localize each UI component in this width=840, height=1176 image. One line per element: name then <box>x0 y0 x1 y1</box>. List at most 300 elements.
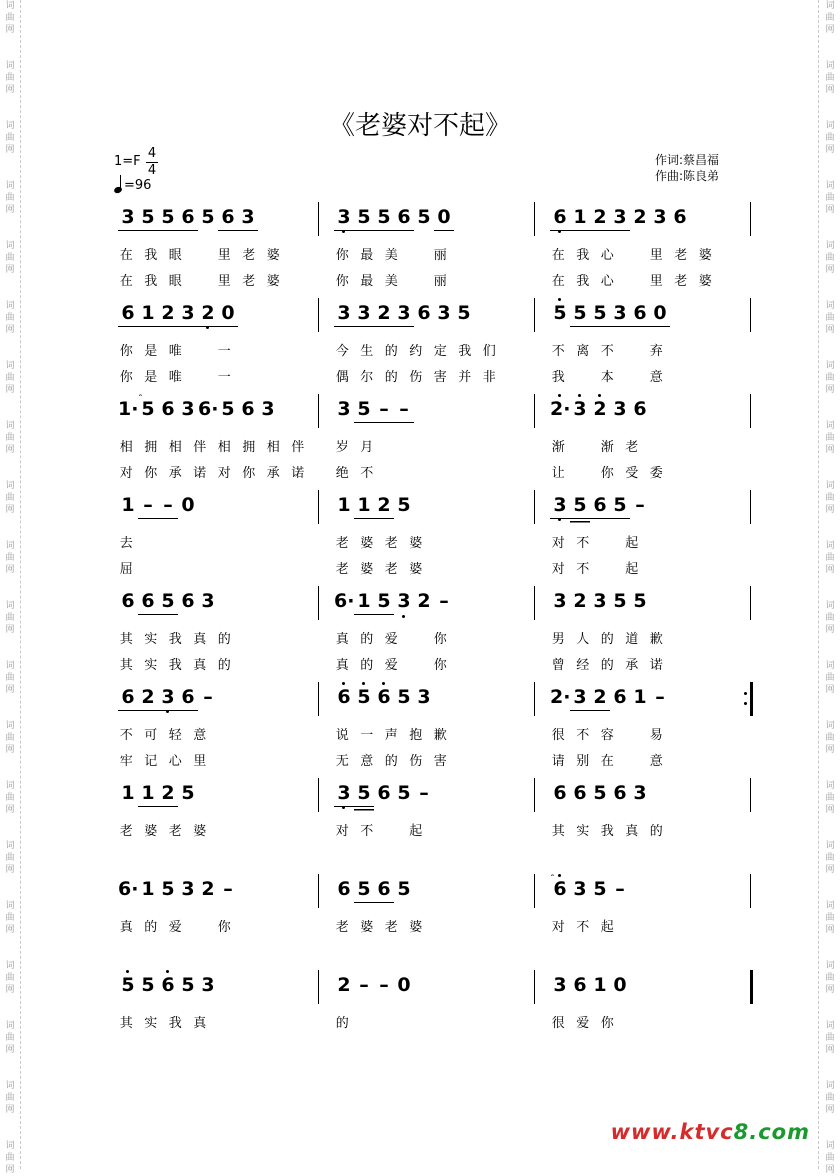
watermark-char: 网 <box>5 265 15 275</box>
watermark-mark <box>3 720 17 756</box>
watermark-char: 词 <box>825 661 835 671</box>
note-text: 3 <box>201 974 215 996</box>
note <box>354 588 374 615</box>
note <box>374 204 394 231</box>
bar-line <box>534 874 535 908</box>
measure <box>550 492 650 524</box>
lyric-char: 相 <box>266 440 280 455</box>
watermark-mark <box>3 1080 17 1116</box>
note <box>138 876 158 902</box>
note <box>158 588 178 615</box>
note <box>374 300 394 327</box>
lyric-char: 偶 <box>335 370 349 385</box>
lyric-char: 你 <box>433 632 447 647</box>
lyric-char: 意 <box>649 370 663 385</box>
measure <box>118 588 218 620</box>
note-text: 3 <box>553 590 567 612</box>
measure <box>334 300 474 332</box>
measure-notes <box>334 396 414 423</box>
bar-line <box>750 298 751 332</box>
watermark-char: 网 <box>5 205 15 215</box>
watermark-char: 词 <box>5 61 15 71</box>
bar-line <box>750 586 751 620</box>
bar-line <box>534 394 535 428</box>
lyrics-verse-1 <box>546 340 693 359</box>
note <box>414 780 434 807</box>
note-text: 6 <box>377 686 391 708</box>
lyric-char <box>379 436 404 455</box>
note <box>590 684 610 711</box>
lyrics-verse-2 <box>114 558 212 577</box>
watermark-char: 网 <box>5 625 15 635</box>
watermark-mark <box>823 420 837 456</box>
lyric-char <box>188 340 213 359</box>
lyric-char: 在 <box>119 248 133 263</box>
lyric-char: 牢 <box>119 754 133 769</box>
watermark-char: 网 <box>5 145 15 155</box>
lyric-char: 一 <box>360 728 374 743</box>
measure <box>118 972 218 1004</box>
watermark-char: 曲 <box>825 373 835 383</box>
note-text: 5 <box>181 974 195 996</box>
lyric-char: 承 <box>168 466 182 481</box>
note <box>394 876 414 903</box>
measure <box>550 780 650 812</box>
note <box>158 684 178 711</box>
note-text: 2 <box>377 302 391 324</box>
lyric-char: 我 <box>144 274 158 289</box>
note-text: 3 <box>337 398 351 420</box>
note-text: 3 <box>593 590 607 612</box>
lyric-char: 道 <box>625 632 639 647</box>
note-text: 1 <box>357 494 371 516</box>
note <box>374 588 394 615</box>
watermark-char: 词 <box>5 481 15 491</box>
lyric-char: 意 <box>649 754 663 769</box>
measure <box>334 780 434 812</box>
bar-line <box>534 778 535 812</box>
measure-notes <box>550 876 630 902</box>
lyric-char: 起 <box>600 920 614 935</box>
note <box>570 684 590 711</box>
lyric-char: 人 <box>576 632 590 647</box>
lyric-char: 里 <box>217 274 231 289</box>
note-text: 5 <box>553 302 567 324</box>
watermark-mark <box>3 360 17 396</box>
lyric-char: 伤 <box>409 754 423 769</box>
note <box>570 300 590 327</box>
watermark-mark <box>823 540 837 576</box>
watermark-char: 词 <box>5 901 15 911</box>
note-text: 6 <box>593 494 607 516</box>
lyric-char: 在 <box>600 754 614 769</box>
note-text: – <box>615 878 625 900</box>
watermark-mark <box>823 780 837 816</box>
note <box>354 972 374 998</box>
watermark-char: 词 <box>825 1021 835 1031</box>
watermark-char: 网 <box>825 145 835 155</box>
measure <box>550 204 690 236</box>
note-text: 1 <box>337 494 351 516</box>
watermark-char: 网 <box>825 565 835 575</box>
lyric-char: 无 <box>335 754 349 769</box>
lyric-char: 我 <box>458 344 472 359</box>
note <box>334 684 354 710</box>
note-text: 3 <box>437 302 451 324</box>
note <box>218 300 238 327</box>
note-text: 2 <box>593 398 607 420</box>
note-text: – <box>439 590 449 612</box>
watermark-char: 网 <box>825 625 835 635</box>
watermark-mark <box>3 300 17 336</box>
note-text: 1· <box>118 398 139 420</box>
watermark-char: 曲 <box>825 673 835 683</box>
note-text: – <box>223 878 233 900</box>
lyric-char: 本 <box>600 370 614 385</box>
lyric-char <box>188 366 213 385</box>
watermark-char: 网 <box>5 805 15 815</box>
watermark-char: 词 <box>5 1021 15 1031</box>
lyric-char: 眼 <box>168 248 182 263</box>
note <box>158 396 178 422</box>
lyric-char: 非 <box>482 370 496 385</box>
lyric-char: 其 <box>119 1016 133 1031</box>
lyrics-verse-2 <box>114 462 310 481</box>
watermark-char: 网 <box>825 385 835 395</box>
lyrics-verse-2 <box>546 366 693 385</box>
lyric-char: 真 <box>625 824 639 839</box>
watermark-mark <box>823 960 837 996</box>
lyric-char: 意 <box>360 754 374 769</box>
note-text: 2· <box>550 686 571 708</box>
measure-notes <box>550 684 670 711</box>
watermark-char: 网 <box>825 805 835 815</box>
note <box>334 204 354 231</box>
note <box>550 972 570 998</box>
measure-notes <box>550 300 670 327</box>
note-text: 6 <box>241 398 255 420</box>
watermark-char: 曲 <box>825 1033 835 1043</box>
lyrics-verse-1 <box>114 1012 237 1031</box>
watermark-char: 曲 <box>5 493 15 503</box>
note-text: 5 <box>593 878 607 900</box>
watermark-char: 网 <box>5 25 15 35</box>
measure-notes <box>118 684 218 711</box>
watermark-char: 曲 <box>825 733 835 743</box>
note-text: 3 <box>553 494 567 516</box>
watermark-char: 曲 <box>5 613 15 623</box>
lyric-char: 我 <box>576 248 590 263</box>
lyric-char: 婆 <box>409 920 423 935</box>
note <box>138 300 158 327</box>
watermark-char: 词 <box>825 121 835 131</box>
lyric-char: 岁 <box>335 440 349 455</box>
watermark-char: 词 <box>5 1 15 11</box>
lyric-char: 我 <box>168 658 182 673</box>
lyric-char: 老 <box>384 562 398 577</box>
lyric-char: 起 <box>625 562 639 577</box>
lyric-char: 不 <box>576 562 590 577</box>
watermark-mark <box>823 0 837 36</box>
watermark-mark <box>823 180 837 216</box>
lyric-char: 不 <box>360 824 374 839</box>
lyric-char: 我 <box>576 274 590 289</box>
watermark-mark <box>3 780 17 816</box>
lyric-char: 对 <box>217 466 231 481</box>
lyric-char: 们 <box>482 344 496 359</box>
note-text: – <box>379 398 389 420</box>
note <box>590 204 610 231</box>
lyric-char: 抱 <box>409 728 423 743</box>
note <box>354 780 374 807</box>
lyric-char: 诺 <box>649 658 663 673</box>
note-text: 2 <box>417 590 431 612</box>
note <box>334 972 354 998</box>
note-text: 3 <box>573 686 587 708</box>
note <box>334 876 354 903</box>
note <box>630 684 650 711</box>
watermark-char: 网 <box>825 1105 835 1115</box>
note <box>138 492 158 519</box>
lyric-char: 一 <box>217 370 231 385</box>
measure <box>118 204 258 236</box>
lyric-char <box>571 366 596 385</box>
lyric-char: 我 <box>551 370 565 385</box>
note <box>434 300 454 327</box>
lyric-char <box>620 340 645 359</box>
lyric-char: 记 <box>144 754 158 769</box>
note <box>178 876 198 902</box>
note <box>394 204 414 231</box>
lyric-char: 起 <box>409 824 423 839</box>
lyrics-verse-1 <box>114 724 237 743</box>
watermark-mark <box>3 900 17 936</box>
note-text: 6 <box>573 974 587 996</box>
note <box>650 300 670 327</box>
note-text: 6 <box>673 206 687 228</box>
watermark-char: 曲 <box>5 673 15 683</box>
lyrics-verse-1 <box>330 244 477 263</box>
lyric-char: 男 <box>551 632 565 647</box>
note-text: 5 <box>161 206 175 228</box>
watermark-char: 词 <box>825 1 835 11</box>
lyrics-verse-1 <box>546 628 669 647</box>
lyrics-verse-1 <box>330 916 428 935</box>
note-text: – <box>419 782 429 804</box>
lyric-char: 委 <box>649 466 663 481</box>
measure-notes <box>550 588 650 614</box>
watermark-char: 网 <box>825 1165 835 1175</box>
note <box>434 588 454 615</box>
note <box>334 492 354 519</box>
note-text: 1 <box>141 302 155 324</box>
lyric-char: 今 <box>335 344 349 359</box>
lyric-char: 对 <box>119 466 133 481</box>
lyric-char: 老 <box>674 274 688 289</box>
note-text: 2 <box>201 878 215 900</box>
note-text: 6 <box>573 782 587 804</box>
note <box>590 876 610 902</box>
lyric-char: 里 <box>649 274 663 289</box>
lyric-char: 老 <box>242 274 256 289</box>
note <box>198 684 218 711</box>
note-text: 0 <box>653 302 667 324</box>
lyrics-verse-2 <box>114 654 237 673</box>
watermark-char: 词 <box>825 901 835 911</box>
note-text: 0 <box>397 974 411 996</box>
lyric-char: 承 <box>266 466 280 481</box>
note <box>118 492 138 519</box>
watermark-char: 词 <box>825 1141 835 1151</box>
note-text: 6 <box>181 206 195 228</box>
watermark-char: 网 <box>5 985 15 995</box>
note <box>334 588 354 615</box>
note-text: 5 <box>357 686 371 708</box>
note <box>178 204 198 231</box>
lyric-char: 你 <box>217 920 231 935</box>
measure-notes <box>334 492 414 519</box>
note <box>670 204 690 231</box>
watermark-mark <box>823 660 837 696</box>
note <box>158 780 178 807</box>
note <box>610 972 630 998</box>
right-border-line <box>818 0 819 1169</box>
lyric-char <box>404 1012 429 1031</box>
note <box>550 492 570 519</box>
watermark-char: 曲 <box>825 73 835 83</box>
watermark-char: 曲 <box>5 253 15 263</box>
note <box>394 396 414 423</box>
note-text: 3 <box>553 974 567 996</box>
lyric-char: 让 <box>551 466 565 481</box>
note-text: 6 <box>553 782 567 804</box>
note <box>238 204 258 231</box>
lyrics-verse-1 <box>330 340 502 359</box>
note <box>590 492 610 519</box>
note <box>630 204 650 231</box>
lyric-char: 里 <box>649 248 663 263</box>
lyric-char: 起 <box>625 536 639 551</box>
note <box>590 300 610 327</box>
bar-line <box>318 874 319 908</box>
lyric-char: 歉 <box>649 632 663 647</box>
note-text: 6 <box>553 878 567 900</box>
note-text: 3 <box>241 206 255 228</box>
note <box>198 300 218 327</box>
note <box>334 396 354 423</box>
lyric-char: 不 <box>576 728 590 743</box>
note-text: 1 <box>141 878 155 900</box>
lyric-char <box>428 820 453 839</box>
bar-line <box>534 970 535 1004</box>
watermark-char: 曲 <box>825 313 835 323</box>
watermark-char: 曲 <box>5 553 15 563</box>
lyric-char: 渐 <box>551 440 565 455</box>
note-text: 3 <box>397 590 411 612</box>
lyrics-verse-2 <box>546 654 669 673</box>
watermark-mark <box>3 180 17 216</box>
site-logo <box>611 1120 810 1144</box>
lyric-char <box>571 436 596 455</box>
note-text: 5 <box>397 686 411 708</box>
lyric-char: 的 <box>335 1016 349 1031</box>
bar-line <box>318 682 319 716</box>
lyric-char <box>379 462 404 481</box>
lyric-char: 相 <box>168 440 182 455</box>
note-text: 6· <box>198 398 219 420</box>
watermark-char: 网 <box>5 445 15 455</box>
note-text: 2 <box>593 686 607 708</box>
lyrics-verse-1 <box>546 724 693 743</box>
lyric-char <box>669 366 694 385</box>
lyric-char: 不 <box>576 536 590 551</box>
lyric-char: 老 <box>384 920 398 935</box>
measure <box>334 492 414 524</box>
watermark-mark <box>3 960 17 996</box>
note-text: 6 <box>377 878 391 900</box>
note <box>138 684 158 711</box>
note <box>178 300 198 327</box>
note-text: 6 <box>221 206 235 228</box>
note <box>118 396 138 422</box>
note-text: 5 <box>141 206 155 228</box>
watermark-char: 曲 <box>5 373 15 383</box>
note-text: 3 <box>613 206 627 228</box>
watermark-mark <box>3 1140 17 1176</box>
watermark-mark <box>823 1140 837 1176</box>
note <box>354 876 374 903</box>
watermark-char: 曲 <box>5 793 15 803</box>
lyric-char <box>404 628 429 647</box>
lyrics-verse-2 <box>546 750 693 769</box>
lyric-char: 婆 <box>360 920 374 935</box>
lyrics-verse-2 <box>114 750 237 769</box>
lyric-char: 我 <box>600 824 614 839</box>
note-text: 0 <box>437 206 451 228</box>
note <box>198 972 218 998</box>
lyric-char <box>379 820 404 839</box>
note-text: 3 <box>337 782 351 804</box>
watermark-char: 曲 <box>5 13 15 23</box>
measure-notes <box>118 972 218 998</box>
lyrics-verse-1 <box>546 532 669 551</box>
watermark-char: 词 <box>5 721 15 731</box>
watermark-char: 曲 <box>5 193 15 203</box>
note <box>118 780 138 807</box>
note-text: 3 <box>181 302 195 324</box>
watermark-mark <box>823 900 837 936</box>
lyric-char <box>404 462 429 481</box>
note <box>610 492 630 519</box>
note-text: 6 <box>181 590 195 612</box>
bar-line <box>318 298 319 332</box>
watermark-char: 网 <box>825 445 835 455</box>
lyric-char: 最 <box>360 274 374 289</box>
note <box>550 300 570 327</box>
lyrics-verse-1 <box>114 916 261 935</box>
watermark-mark <box>3 420 17 456</box>
lyric-char: 爱 <box>384 632 398 647</box>
lyric-char: 婆 <box>360 536 374 551</box>
watermark-char: 曲 <box>5 973 15 983</box>
lyric-char <box>404 244 429 263</box>
note-text: 2· <box>550 398 571 420</box>
note <box>178 588 198 615</box>
lyric-char: 对 <box>335 824 349 839</box>
watermark-char: 网 <box>825 1045 835 1055</box>
lyric-char <box>453 628 478 647</box>
measure <box>334 588 454 620</box>
